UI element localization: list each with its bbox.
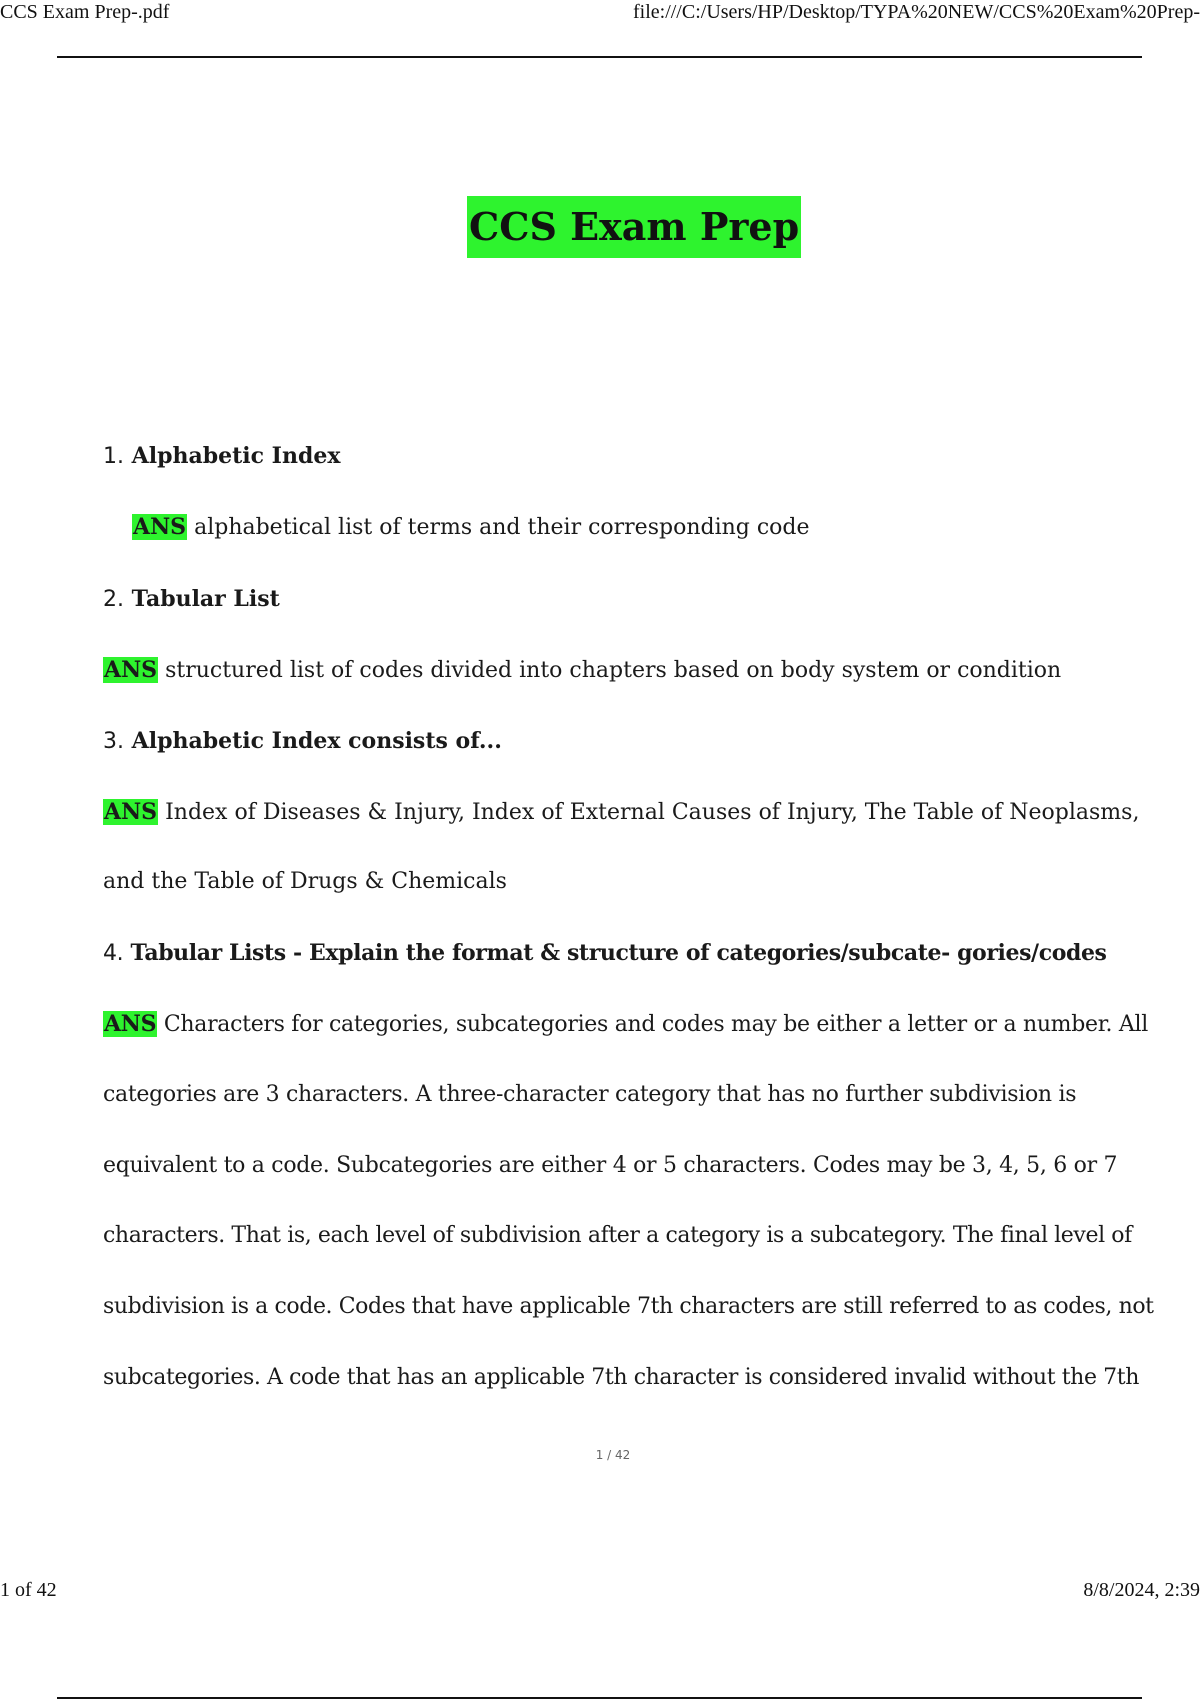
- question-text: Tabular List: [131, 586, 280, 612]
- print-header-url: file:///C:/Users/HP/Desktop/TYPA%20NEW/CCS%20Exam%20Prep-: [632, 1, 1200, 23]
- answer-text: Characters for categories, subcategories and codes may be either a letter or a number. All: [163, 1012, 1148, 1037]
- answer-3-line-1: [103, 797, 1139, 828]
- question-number: 4.: [103, 941, 124, 966]
- answer-tag: ANS: [104, 799, 158, 825]
- print-footer-page-count: 1 of 42: [0, 1579, 57, 1601]
- answer-4-line-6: subcategories. A code that has an applicable 7th character is considered invalid without the 7th: [103, 1365, 1139, 1390]
- print-header-filename: CCS Exam Prep-.pdf: [0, 1, 170, 23]
- answer-4-line-5: subdivision is a code. Codes that have applicable 7th characters are still referred to as codes, not: [103, 1294, 1154, 1319]
- answer-4-line-4: characters. That is, each level of subdivision after a category is a subcategory. The final level of: [103, 1223, 1132, 1248]
- document-title: CCS Exam Prep: [467, 196, 801, 258]
- question-number: 3.: [103, 729, 124, 754]
- answer-2-line-1: [103, 655, 1061, 686]
- question-text: Alphabetic Index: [131, 443, 341, 469]
- answer-text: alphabetical list of terms and their corresponding code: [194, 515, 810, 540]
- answer-4-line-3: equivalent to a code. Subcategories are either 4 or 5 characters. Codes may be 3, 4, 5, 6 or 7: [103, 1153, 1118, 1178]
- question-1: [103, 441, 340, 472]
- question-text: Tabular Lists - Explain the format & structure of categories/subcate- gories/codes: [130, 940, 1107, 966]
- print-footer-timestamp: 8/8/2024, 2:39: [1083, 1579, 1200, 1601]
- answer-1-line-1: [132, 512, 810, 543]
- question-number: 1.: [103, 444, 124, 469]
- question-3: [103, 726, 502, 757]
- question-2: [103, 584, 280, 615]
- question-4: [103, 938, 1107, 969]
- answer-3-line-2: and the Table of Drugs & Chemicals: [103, 869, 507, 894]
- bottom-divider: [57, 1697, 1142, 1699]
- answer-text: Index of Diseases & Injury, Index of External Causes of Injury, The Table of Neoplasms,: [165, 800, 1140, 825]
- answer-tag: ANS: [104, 1011, 157, 1037]
- page-indicator: 1 / 42: [595, 1448, 631, 1462]
- answer-tag: ANS: [133, 514, 187, 540]
- top-divider: [57, 56, 1142, 58]
- answer-4-line-1: [103, 1009, 1148, 1040]
- answer-text: structured list of codes divided into chapters based on body system or condition: [165, 658, 1062, 683]
- question-text: Alphabetic Index consists of...: [131, 728, 502, 754]
- question-number: 2.: [103, 587, 124, 612]
- answer-4-line-2: categories are 3 characters. A three-character category that has no further subdivision is: [103, 1082, 1077, 1107]
- answer-tag: ANS: [104, 657, 158, 683]
